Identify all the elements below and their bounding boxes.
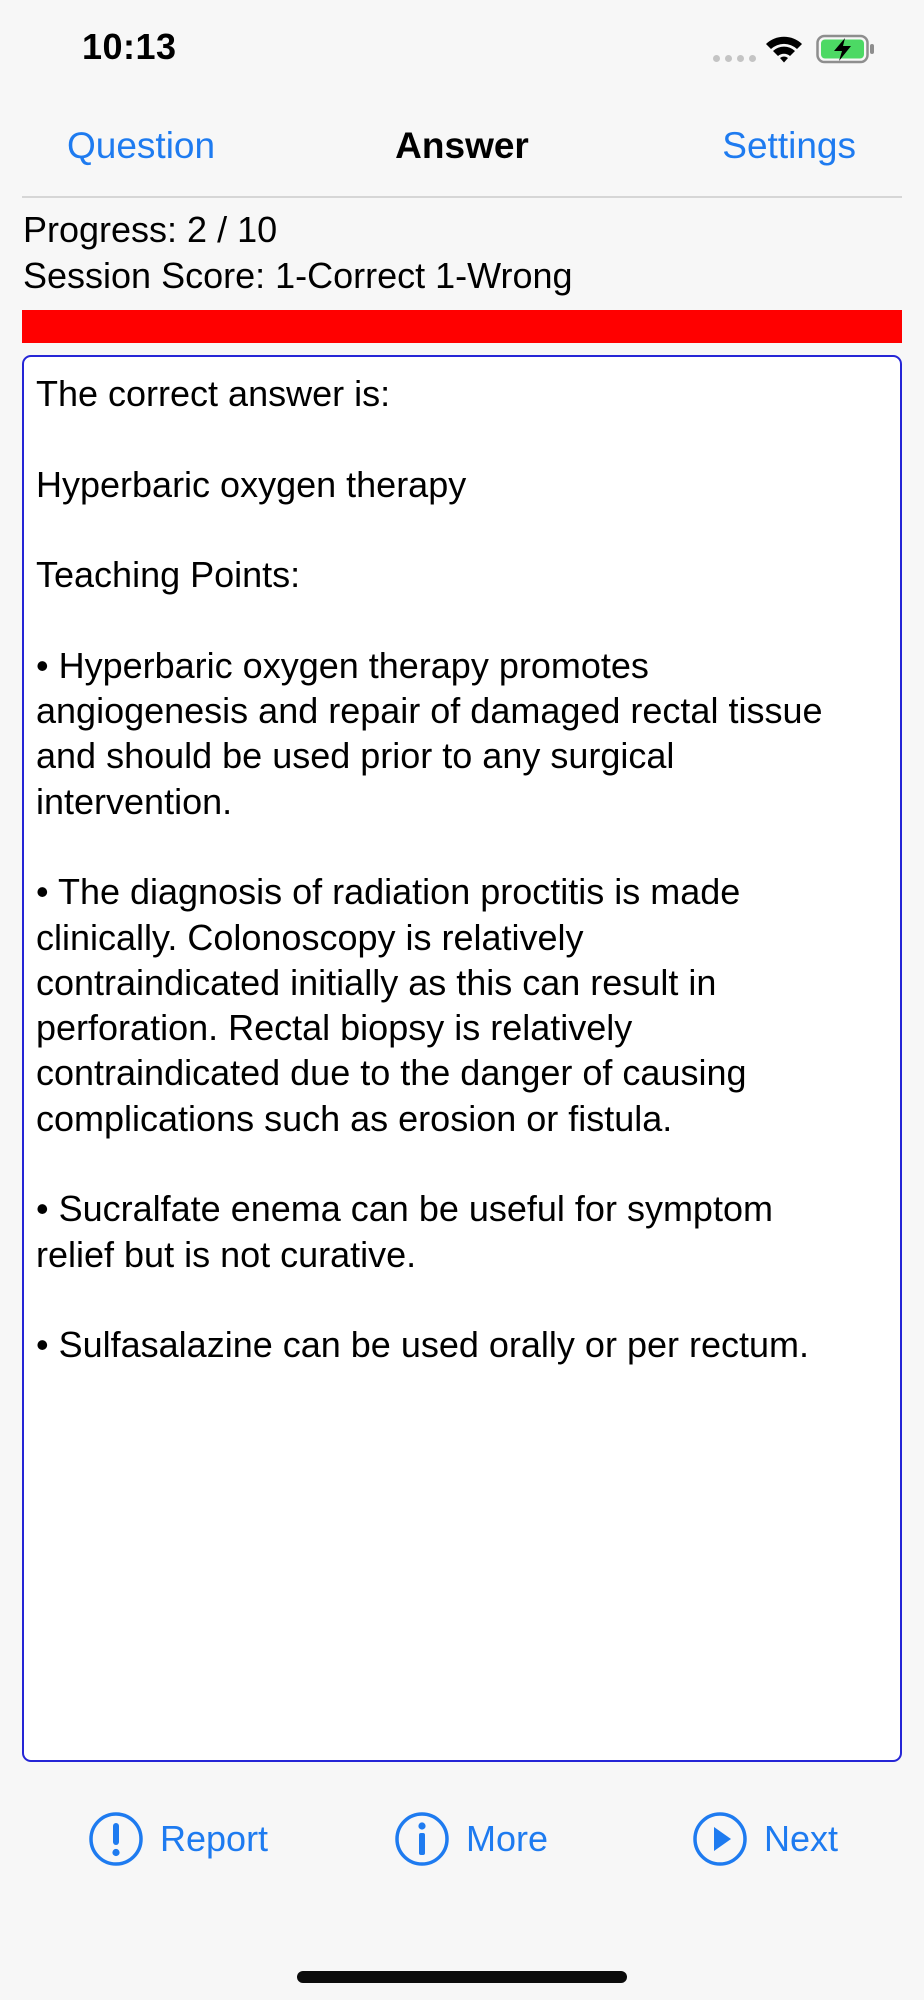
more-button-label: More [466, 1818, 549, 1859]
status-bar [0, 0, 924, 100]
report-button-label: Report [160, 1818, 269, 1859]
next-button-label: Next [764, 1818, 839, 1859]
exclamation-circle-icon [88, 1811, 144, 1867]
answer-text-view[interactable] [22, 355, 902, 1762]
signal-dots-icon [713, 55, 757, 63]
status-time: 10:13 [82, 26, 177, 67]
report-button[interactable] [88, 1810, 268, 1868]
settings-button[interactable]: Settings [722, 125, 856, 166]
nav-bar [22, 106, 902, 198]
battery-charging-icon [816, 34, 876, 64]
question-tab[interactable]: Question [67, 125, 216, 166]
info-circle-icon [394, 1811, 450, 1867]
more-button[interactable] [394, 1810, 548, 1868]
next-button[interactable] [692, 1810, 838, 1868]
bottom-toolbar [0, 1800, 924, 1880]
progress-bar-fill [22, 310, 902, 343]
progress-bar [22, 310, 902, 343]
page-title: Answer [395, 125, 529, 166]
play-circle-icon [692, 1811, 748, 1867]
session-score-text: Session Score: 1-Correct 1-Wrong [23, 255, 573, 296]
answer-text: The correct answer is: Hyperbaric oxygen therapy Teaching Points: • Hyperbaric oxygen therapy promotes angiogenesis and repair of damaged rectal tissue and should be used prior to any surgical intervention. • The diagnosis of radiation proctitis is made clinically. Colonoscopy is relatively contraindicated initially as this can result in perforation. Rectal biopsy is relatively contraindicated due to the danger of causing complications such as erosion or fistula. • Sucralfate enema can be useful for symptom relief but is not curative. • Sulfasalazine can be used orally or per rectum. [36, 373, 823, 1366]
home-indicator [297, 1971, 627, 1983]
progress-text: Progress: 2 / 10 [23, 209, 278, 250]
wifi-icon [764, 34, 804, 64]
